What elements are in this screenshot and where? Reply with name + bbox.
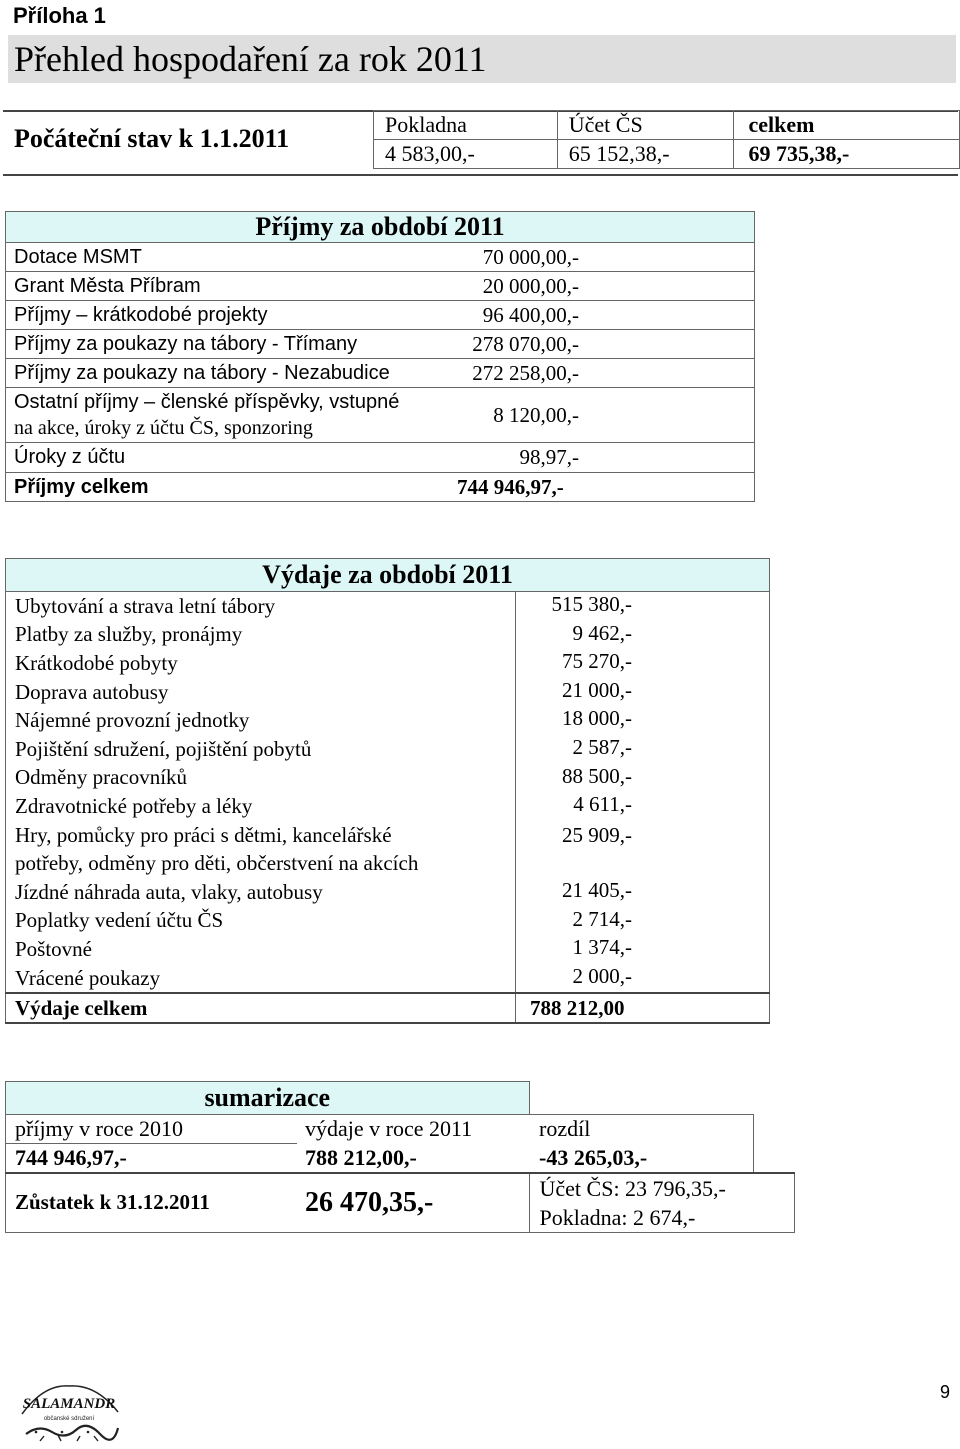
table-row xyxy=(6,735,770,764)
expense-label: Pojištění sdružení, pojištění pobytů xyxy=(6,735,516,764)
expenses-total-row xyxy=(6,993,770,1023)
summary-difference-value: -43 265,03,- xyxy=(529,1144,754,1173)
expense-value: 4 611,- xyxy=(516,792,770,821)
income-label-multiline xyxy=(6,388,455,443)
expense-label: Krátkodobé pobyty xyxy=(6,649,516,678)
income-heading: Příjmy za období 2011 xyxy=(6,212,755,243)
income-total-row xyxy=(6,473,755,502)
income-value: 70 000,00,- xyxy=(454,243,755,272)
balance-cash-line: Pokladna: 2 674,- xyxy=(539,1204,696,1230)
table-row xyxy=(6,243,755,272)
table-row xyxy=(6,907,770,936)
expense-value: 88 500,- xyxy=(516,764,770,793)
income-label: Grant Města Příbram xyxy=(6,272,455,301)
expense-label-line-1: Hry, pomůcky pro práci s dětmi, kancelářské xyxy=(15,822,392,847)
table-row xyxy=(6,301,755,330)
expense-label: Poštovné xyxy=(6,935,516,964)
balance-account-line: Účet ČS: 23 796,35,- xyxy=(539,1175,726,1201)
logo-subtext: občanské sdružení xyxy=(43,1416,95,1422)
balance-label: Zůstatek k 31.12.2011 xyxy=(6,1173,298,1233)
expense-value: 515 380,- xyxy=(516,592,770,621)
expense-label: Odměny pracovníků xyxy=(6,764,516,793)
expense-value: 1 374,- xyxy=(516,935,770,964)
expense-value: 21 405,- xyxy=(516,878,770,907)
initial-state-label: Počáteční stav k 1.1.2011 xyxy=(14,124,290,153)
account-value: 65 152,38,- xyxy=(557,140,734,169)
expense-value: 18 000,- xyxy=(516,706,770,735)
expenses-total-label: Výdaje celkem xyxy=(6,993,516,1023)
total-value: 69 735,38,- xyxy=(734,140,960,169)
table-row xyxy=(6,821,770,878)
income-label: Úroky z účtu xyxy=(6,443,455,473)
table-row xyxy=(6,388,755,443)
table-row xyxy=(6,935,770,964)
expense-value: 2 587,- xyxy=(516,735,770,764)
expense-label: Jízdné náhrada auta, vlaky, autobusy xyxy=(6,878,516,907)
income-value: 8 120,00,- xyxy=(454,388,755,443)
cash-value: 4 583,00,- xyxy=(374,140,558,169)
income-label: Dotace MSMT xyxy=(6,243,455,272)
expense-label: Doprava autobusy xyxy=(6,678,516,707)
expense-label: Vrácené poukazy xyxy=(6,964,516,994)
table-row xyxy=(6,272,755,301)
expense-value: 2 714,- xyxy=(516,907,770,936)
income-label: Příjmy za poukazy na tábory - Nezabudice xyxy=(6,359,455,388)
income-label-line-2: na akce, úroky z účtu ČS, sponzoring xyxy=(14,417,313,439)
expense-label-multiline xyxy=(6,821,516,878)
balance-breakdown xyxy=(529,1173,795,1233)
expense-label-line-2: potřeby, odměny pro děti, občerstvení na akcích xyxy=(15,851,419,876)
initial-state-table xyxy=(373,110,960,169)
summary-expense-value: 788 212,00,- xyxy=(305,1144,417,1170)
col-account-header: Účet ČS xyxy=(557,111,734,140)
logo-text: SALAMANDR xyxy=(22,1396,116,1412)
income-total-label: Příjmy celkem xyxy=(6,473,455,502)
table-row xyxy=(6,649,770,678)
income-value: 20 000,00,- xyxy=(454,272,755,301)
page-title: Přehled hospodaření za rok 2011 xyxy=(14,39,487,79)
income-label-line-1: Ostatní příjmy – členské příspěvky, vstupné xyxy=(14,391,400,413)
income-label: Příjmy za poukazy na tábory - Třímany xyxy=(6,330,455,359)
income-value: 98,97,- xyxy=(454,443,755,473)
income-table xyxy=(5,211,755,502)
salamander-logo-icon xyxy=(14,1378,124,1444)
col-total-header: celkem xyxy=(734,111,960,140)
summary-difference-label: rozdíl xyxy=(529,1115,754,1144)
expense-label: Ubytování a strava letní tábory xyxy=(6,592,516,621)
table-row xyxy=(6,706,770,735)
table-row xyxy=(6,964,770,994)
expenses-total-value: 788 212,00 xyxy=(516,993,770,1023)
page-number: 9 xyxy=(940,1382,951,1402)
table-row xyxy=(6,792,770,821)
col-cash-header: Pokladna xyxy=(374,111,558,140)
expense-label: Poplatky vedení účtu ČS xyxy=(6,907,516,936)
table-row xyxy=(6,621,770,650)
table-row xyxy=(6,330,755,359)
table-row xyxy=(6,359,755,388)
expense-value: 9 462,- xyxy=(516,621,770,650)
summary-income-value: 744 946,97,- xyxy=(6,1144,298,1173)
table-row xyxy=(6,878,770,907)
income-value: 272 258,00,- xyxy=(454,359,755,388)
income-value: 96 400,00,- xyxy=(454,301,755,330)
expense-label: Platby za služby, pronájmy xyxy=(6,621,516,650)
attachment-label: Příloha 1 xyxy=(13,3,106,28)
income-total-value: 744 946,97,- xyxy=(454,473,755,502)
table-row xyxy=(6,443,755,473)
table-row xyxy=(6,678,770,707)
expenses-heading: Výdaje za období 2011 xyxy=(6,559,770,592)
expense-label: Zdravotnické potřeby a léky xyxy=(6,792,516,821)
expense-value: 75 270,- xyxy=(516,649,770,678)
income-value: 278 070,00,- xyxy=(454,330,755,359)
expense-value: 21 000,- xyxy=(516,678,770,707)
expense-label: Nájemné provozní jednotky xyxy=(6,706,516,735)
expenses-table xyxy=(5,558,770,1024)
salamandr-logo xyxy=(14,1378,124,1449)
table-row xyxy=(6,592,770,621)
summary-income-label: příjmy v roce 2010 xyxy=(6,1115,298,1144)
income-label: Příjmy – krátkodobé projekty xyxy=(6,301,455,330)
summary-heading: sumarizace xyxy=(6,1082,530,1115)
summary-expense-label: výdaje v roce 2011 xyxy=(297,1115,529,1144)
balance-value: 26 470,35,- xyxy=(297,1173,529,1233)
expense-value: 25 909,- xyxy=(516,821,770,878)
summary-table xyxy=(5,1081,795,1233)
table-row xyxy=(6,764,770,793)
expense-value: 2 000,- xyxy=(516,964,770,994)
